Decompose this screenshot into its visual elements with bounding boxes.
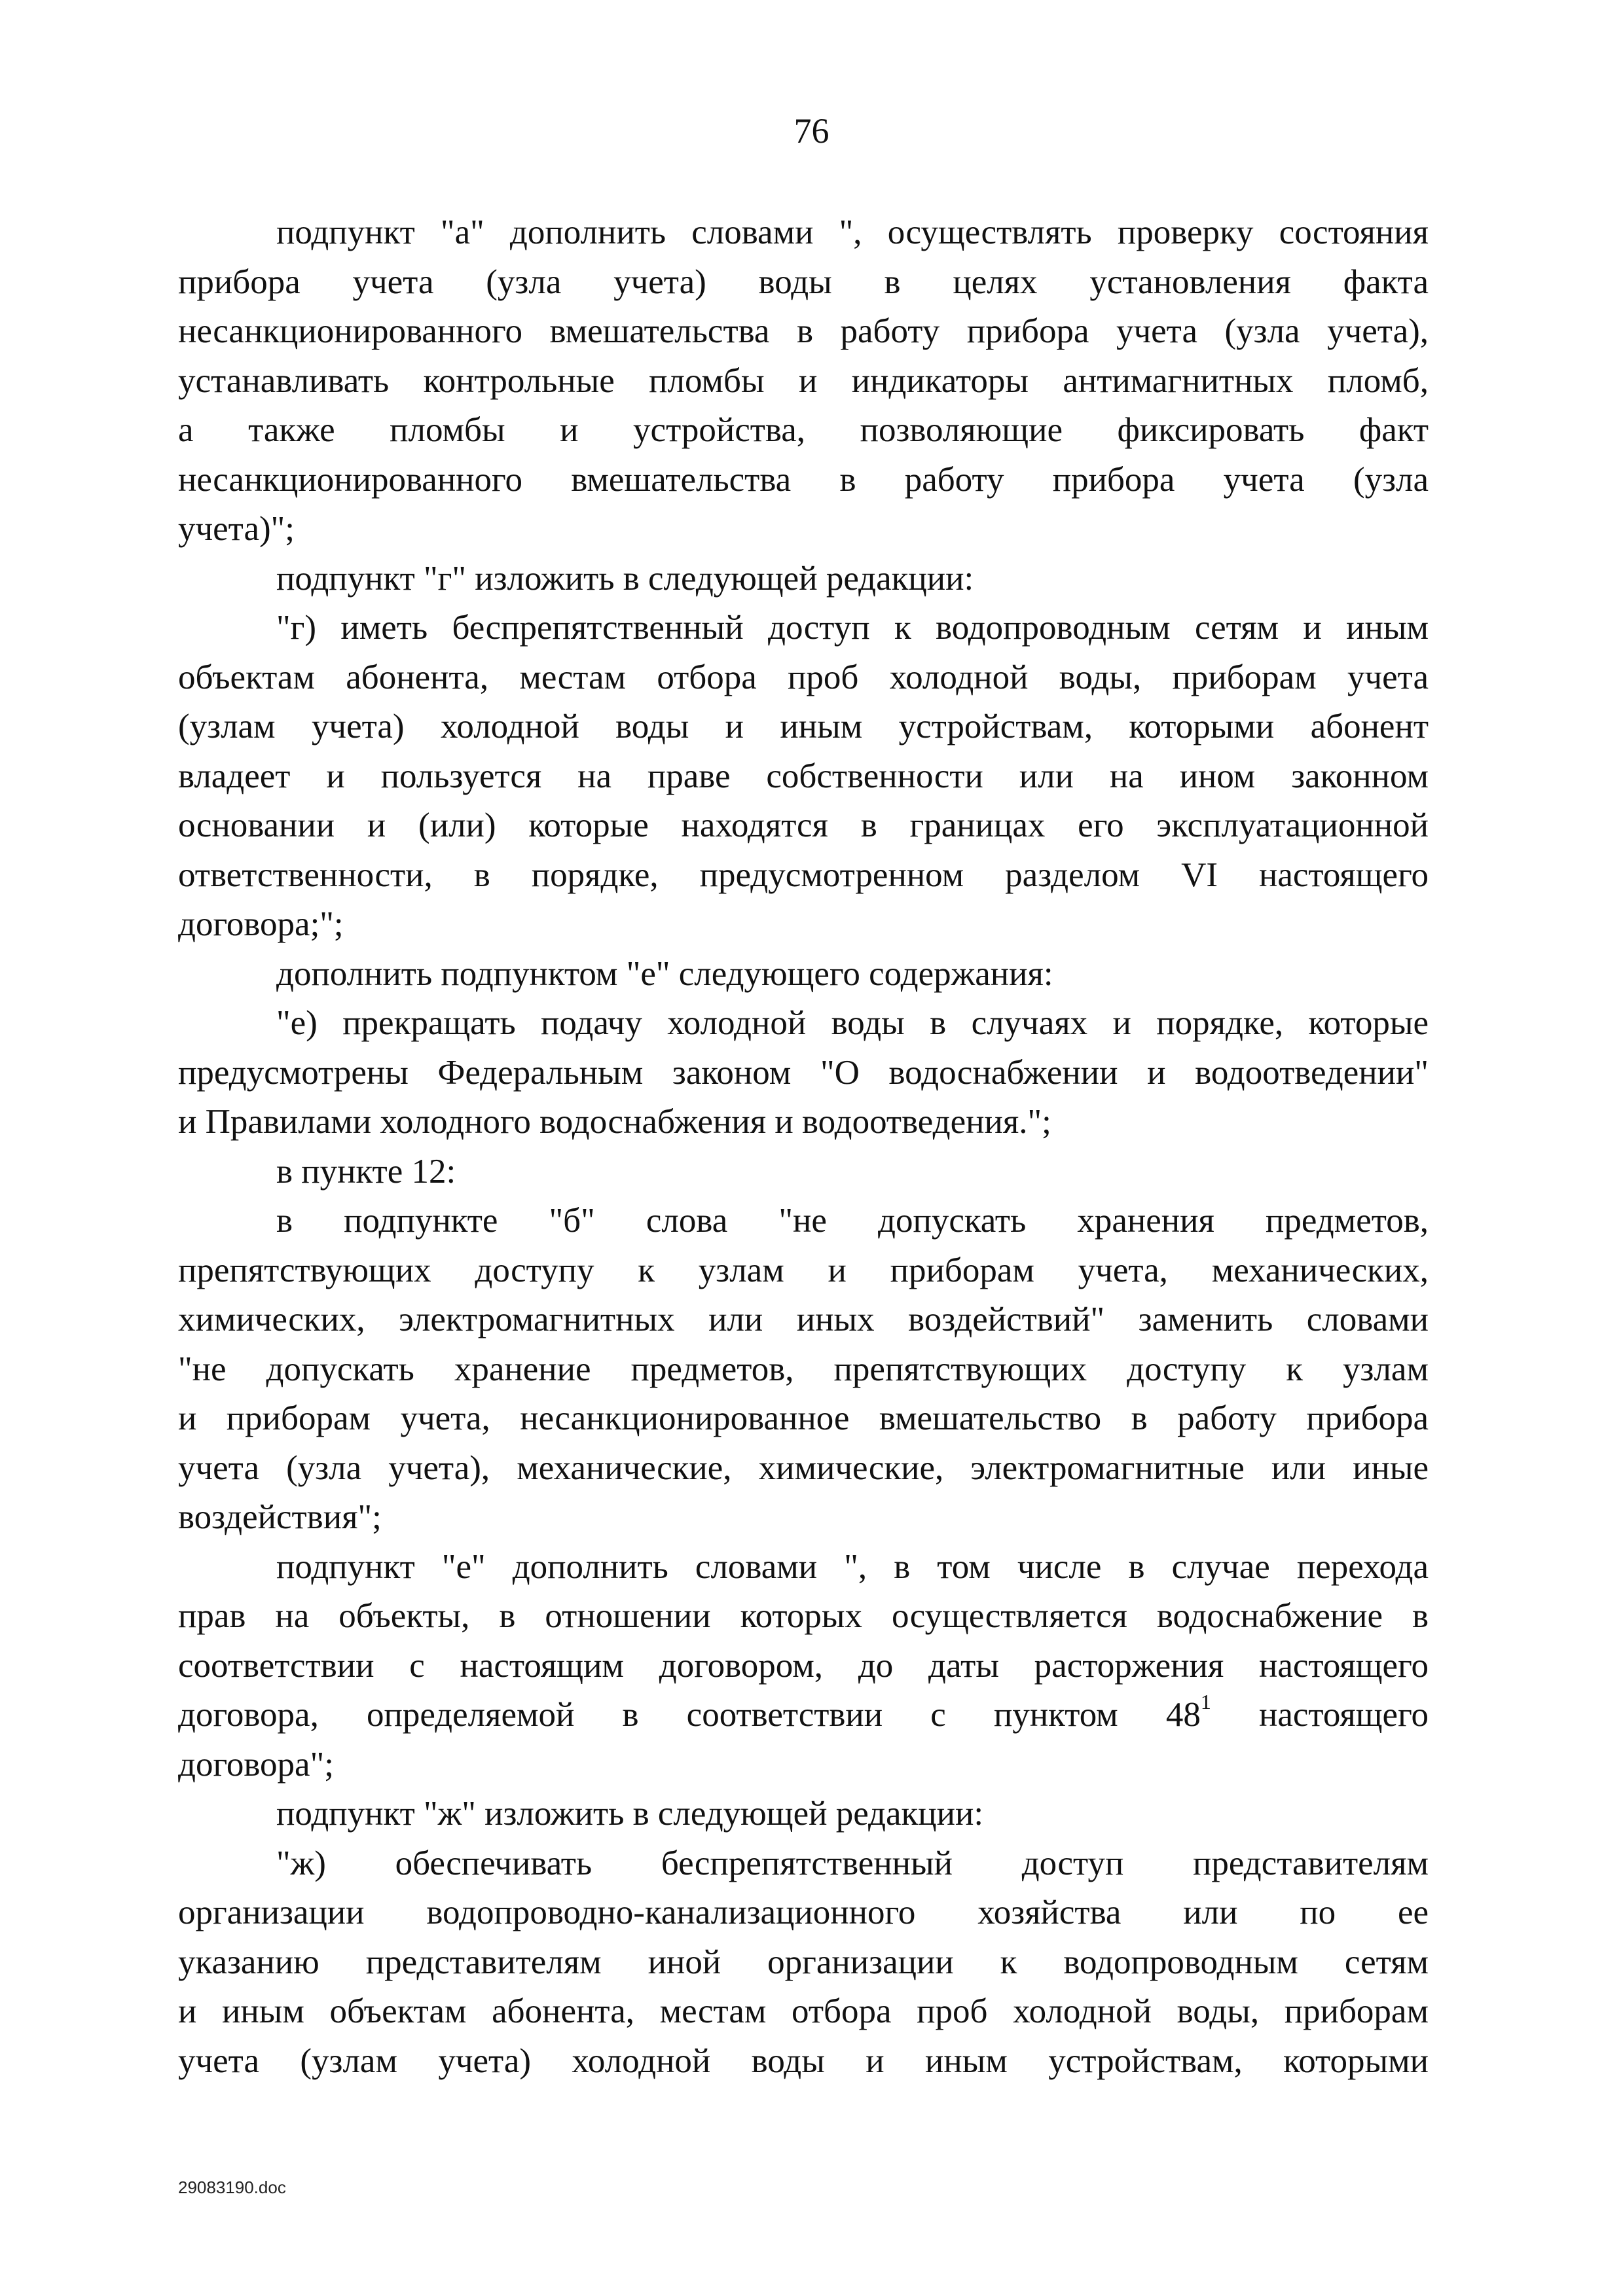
text-line: прав на объекты, в отношении которых осуществляется водоснабжение в	[178, 1597, 1429, 1635]
text-line: объектам абонента, местам отбора проб холодной воды, приборам учета	[178, 658, 1429, 696]
paragraph-subpoint-g-intro	[178, 554, 1429, 604]
text-line: "не допускать хранение предметов, препятствующих доступу к узлам	[178, 1350, 1429, 1388]
text-line: в пункте 12:	[276, 1152, 456, 1191]
text-line: подпункт "а" дополнить словами ", осуществлять проверку состояния	[276, 213, 1429, 251]
paragraph-subpoint-zh-text	[178, 1839, 1429, 2087]
text-line: химических, электромагнитных или иных воздействий" заменить словами	[178, 1300, 1429, 1338]
text-line: дополнить подпунктом "е" следующего содержания:	[276, 954, 1053, 993]
text-line: препятствующих доступу к узлам и приборам учета, механических,	[178, 1251, 1429, 1289]
page-number: 76	[793, 111, 830, 151]
text-line: прибора учета (узла учета) воды в целях установления факта	[178, 262, 1429, 301]
text-line: учета (узлам учета) холодной воды и иным устройствам, которыми	[178, 2041, 1429, 2080]
text-line: (узлам учета) холодной воды и иным устройствам, которыми абонент	[178, 708, 1429, 745]
text-line: подпункт "г" изложить в следующей редакции:	[276, 559, 974, 598]
text-line: и приборам учета, несанкционированное вмешательство в работу прибора	[178, 1399, 1429, 1437]
text-line: "ж) обеспечивать беспрепятственный доступ представителям	[276, 1844, 1429, 1882]
text-line: учета)";	[178, 510, 295, 548]
text-line: подпункт "е" дополнить словами ", в том числе в случае перехода	[276, 1547, 1429, 1586]
text-line: несанкционированного вмешательства в работу прибора учета (узла учета),	[178, 312, 1429, 350]
footnote-marker: 1	[1200, 1690, 1211, 1713]
text-line: основании и (или) которые находятся в границах его эксплуатационной	[178, 806, 1429, 844]
text-line: договора";	[178, 1745, 334, 1784]
paragraph-subpoint-e-text	[178, 999, 1429, 1147]
text-line: и иным объектам абонента, местам отбора проб холодной воды, приборам	[178, 1992, 1429, 2030]
text-line: учета (узла учета), механические, химические, электромагнитные или иные	[178, 1448, 1429, 1487]
text-fragment: настоящего	[1211, 1696, 1429, 1734]
text-line: "е) прекращать подачу холодной воды в случаях и порядке, которые	[276, 1004, 1429, 1042]
paragraph-subpoint-zh-intro	[178, 1789, 1429, 1839]
paragraph-point-12-intro	[178, 1147, 1429, 1197]
text-fragment: договора, определяемой в соответствии с пунктом 48	[178, 1696, 1201, 1734]
text-line: организации водопроводно-канализационного хозяйства или по ее	[178, 1893, 1429, 1931]
text-line: соответствии с настоящим договором, до даты расторжения настоящего	[178, 1646, 1429, 1685]
text-line: и Правилами холодного водоснабжения и водоотведения.";	[178, 1103, 1051, 1141]
text-line: в подпункте "б" слова "не допускать хранения предметов,	[276, 1202, 1429, 1240]
text-line: воздействия";	[178, 1498, 382, 1536]
text-line: договора;";	[178, 905, 344, 943]
text-line: несанкционированного вмешательства в работу прибора учета (узла	[178, 460, 1429, 499]
text-line: "г) иметь беспрепятственный доступ к водопроводным сетям и иным	[276, 609, 1429, 647]
text-line: предусмотрены Федеральным законом "О водоснабжении и водоотведении"	[178, 1053, 1429, 1092]
footer-filename: 29083190.doc	[178, 2178, 286, 2197]
paragraph-subpoint-e-supplement	[178, 1543, 1429, 1790]
text-line: владеет и пользуется на праве собственности или на ином законном	[178, 757, 1429, 795]
text-line: подпункт "ж" изложить в следующей редакции:	[276, 1795, 984, 1833]
paragraph-subpoint-g-text	[178, 603, 1429, 950]
text-line: а также пломбы и устройства, позволяющие фиксировать факт	[178, 411, 1429, 449]
paragraph-subpoint-a	[178, 208, 1429, 554]
paragraph-subpoint-e-intro	[178, 950, 1429, 999]
paragraph-subpoint-b-replace	[178, 1196, 1429, 1543]
text-line: устанавливать контрольные пломбы и индикаторы антимагнитных пломб,	[178, 361, 1429, 400]
text-line: ответственности, в порядке, предусмотренном разделом VI настоящего	[178, 855, 1429, 894]
text-line: указанию представителям иной организации к водопроводным сетям	[178, 1943, 1429, 1981]
text-line-with-footnote	[178, 1691, 1429, 1740]
body-text	[178, 208, 1429, 2086]
